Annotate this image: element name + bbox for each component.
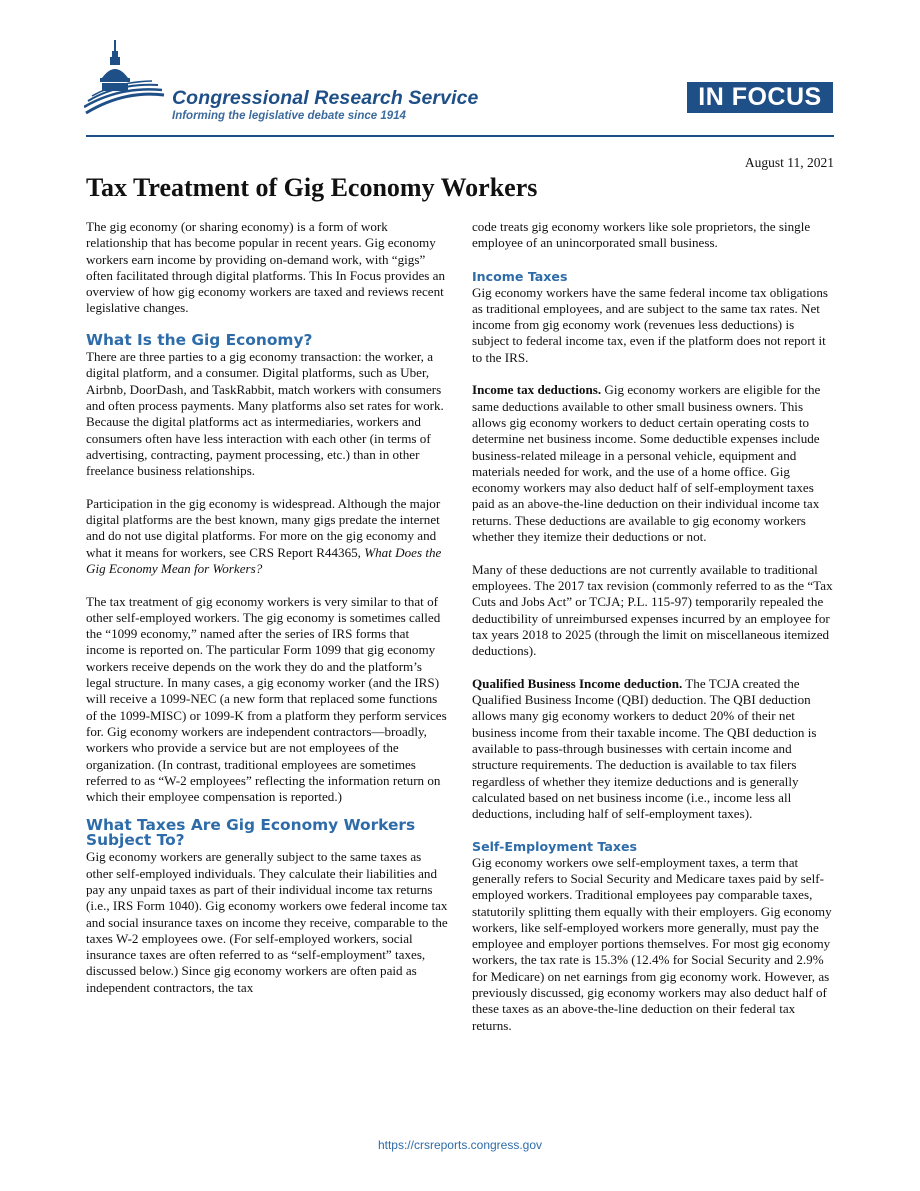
qbi-paragraph [472, 676, 834, 823]
deductions-lead: Income tax deductions. [472, 382, 602, 398]
header-rule [86, 135, 834, 137]
income-taxes-paragraph: Gig economy workers have the same federal income tax obligations as traditional employees, and are subject to the same tax rates. Net income from gig economy work (revenues less deductions) is subject to federal income tax, even if the platform does not report it to the IRS. [472, 284, 828, 365]
footer-url-link[interactable]: https://crsreports.congress.gov [377, 1138, 543, 1152]
qbi-lead: Qualified Business Income deduction. [472, 675, 683, 691]
deductions-text: Gig economy workers are eligible for the same deductions available to other small business owners. This allows gig economy workers to deduct certain operating costs to determine net business income. Some deductible expenses include business-related mileage in a personal vehicle, equipment and materials needed for work, and the use of a home office. Gig economy workers may also deduct half of self-employment taxes paid as an above-the-line deduction on their individual income tax returns. These deductions are available to gig economy workers whether they itemize their deductions or not. [472, 382, 821, 545]
heading-income-taxes: Income Taxes [472, 268, 568, 284]
publication-date: August 11, 2021 [744, 155, 834, 170]
crs-logo [84, 38, 504, 128]
many-deductions-paragraph: Many of these deductions are not currently available to traditional employees. The 2017 tax revision (commonly referred to as the “Tax Cuts and Jobs Act” or TCJA; P.L. 115-97) temporarily repealed the deductibility of unreimbursed expenses incurred by an employee for tax years 2018 to 2025 (through the limit on miscellaneous itemized deductions). [472, 561, 833, 659]
report-title-link[interactable]: What Does the Gig Economy Mean for Workers? [86, 544, 442, 576]
participation-text: Participation in the gig economy is widespread. Although the major digital platforms are the best known, many gigs predate the internet and do not use digital platforms. For more on the gig economy and what it means for workers, see CRS Report R44365, [86, 495, 441, 560]
qbi-text: The TCJA created the Qualified Business Income (QBI) deduction. The QBI deduction allows many gig economy workers to deduct 20% of their net business income from their taxable income. The QBI deduction is available to pass-through businesses with certain income and structure requirements. The deduction is available to tax filers regardless of whether they itemize deductions and is generally calculated based on net business income (i.e., income less all deductions, including half of self-employment taxes). [472, 675, 817, 822]
intro-paragraph: The gig economy (or sharing economy) is a form of work relationship that has become popular in recent years. Gig economy workers earn income by providing on-demand work, with “gigs” often facilitated through digital platforms. This In Focus provides an overview of how gig economy workers are taxed and reviews recent legislative changes. [86, 219, 446, 316]
heading-self-employment-taxes: Self-Employment Taxes [472, 838, 637, 854]
org-tagline: Informing the legislative debate since 1914 [172, 110, 406, 122]
self-employment-paragraph: Gig economy workers owe self-employment taxes, a term that generally refers to Social Security and Medicare taxes paid by self-employed workers. Traditional employees pay comparable taxes, statutorily splitting them equally with their employers. Gig economy workers, like self-employed workers more generally, must pay the employee and employer portions themselves. For most gig economy workers, the tax rate is 15.3% (12.4% for Social Security and 2.9% for Medicare) on net earnings from gig economy work. However, as previously discussed, gig economy workers may also deduct half of these taxes as an above-the-line deduction on their federal tax returns. [472, 854, 832, 1033]
org-name: Congressional Research Service [172, 87, 479, 109]
parties-paragraph: There are three parties to a gig economy transaction: the worker, a digital platform, and a consumer. Digital platforms, such as Uber, Airbnb, DoorDash, and TaskRabbit, match workers with consumers and often process payments. Many platforms also set rates for work. Because the digital platforms act as intermediaries, workers and consumers often have less interaction with each other (in terms of advertising, contracting, payment processing, etc.) than in other freelance business relationships. [86, 349, 444, 479]
left-column [86, 219, 448, 996]
page-title: Tax Treatment of Gig Economy Workers [86, 173, 538, 202]
capitol-dome-icon [84, 38, 174, 128]
in-focus-badge: IN FOCUS [687, 82, 833, 113]
subject-paragraph: Gig economy workers are generally subject to the same taxes as other self-employed individuals. They calculate their liabilities and pay any unpaid taxes as part of their individual income tax returns (i.e., IRS Form 1040). Gig economy workers owe federal income tax and social insurance taxes on income they receive, comparable to the taxes W-2 employees owe. (For self-employed workers, social insurance taxes are often referred to as “self-employment” taxes, discussed below.) Since gig economy workers are often paid as independent contractors, the tax [86, 849, 448, 995]
heading-taxes-subject-to: What Taxes Are Gig Economy Workers Subject To? [86, 816, 416, 850]
tax-treatment-paragraph: The tax treatment of gig economy workers is very similar to that of other self-employed workers. The gig economy is sometimes called the “1099 economy,” named after the series of IRS forms that income is reported on. The particular Form 1099 that gig economy workers receive depends on the work they do and the platform’s legal structure. In many cases, a gig economy worker (and the IRS) will receive a 1099-NEC (a new form that replaced some functions of the 1099-MISC) or 1099-K from a platform they perform services for. Gig economy workers are independent contractors—broadly, workers who provide a service but are not employees of the organization. (In contrast, traditional employees are sometimes referred to as “W-2 employees” reflecting the information return on which their employee compensation is reported.) [86, 593, 447, 805]
deductions-paragraph [472, 382, 834, 545]
participation-paragraph [86, 496, 448, 577]
continued-paragraph: code treats gig economy workers like sole proprietors, the single employee of an unincorporated small business. [472, 219, 811, 251]
right-column [472, 219, 834, 1034]
heading-what-is-gig-economy: What Is the Gig Economy? [86, 331, 313, 350]
